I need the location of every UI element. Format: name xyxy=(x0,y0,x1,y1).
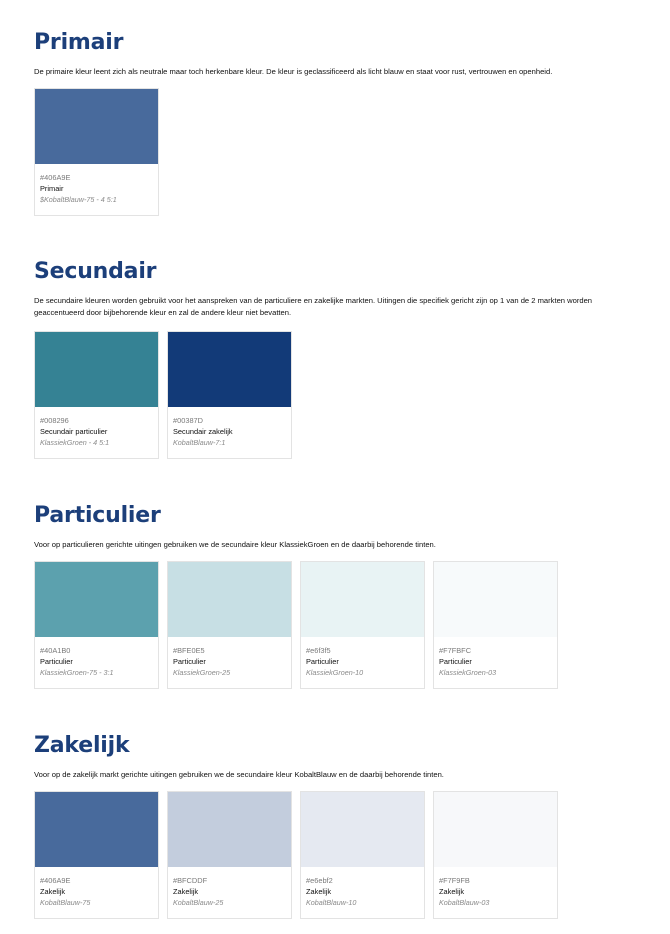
color-sample xyxy=(434,792,557,867)
swatch-hex: #008296 xyxy=(40,416,69,425)
swatch-card xyxy=(433,791,558,919)
section-description: Voor op de zakelijk markt gerichte uitingen gebruiken we de secundaire kleur KobaltBlauw en de daarbij behorende tinten. xyxy=(34,770,444,779)
swatch-row xyxy=(34,331,292,459)
swatch-info xyxy=(301,867,424,908)
swatch-token: KobaltBlauw-03 xyxy=(439,898,490,907)
swatch-info xyxy=(168,867,291,908)
color-sample xyxy=(168,332,291,407)
color-sample xyxy=(35,332,158,407)
swatch-name: Secundair zakelijk xyxy=(173,427,233,436)
color-sample xyxy=(301,562,424,637)
swatch-name: Zakelijk xyxy=(439,887,465,896)
swatch-info xyxy=(168,407,291,448)
swatch-card xyxy=(34,561,159,689)
color-sample xyxy=(168,792,291,867)
color-sample xyxy=(168,562,291,637)
swatch-hex: #00387D xyxy=(173,416,203,425)
swatch-name: Secundair particulier xyxy=(40,427,108,436)
swatch-name: Zakelijk xyxy=(40,887,66,896)
swatch-card xyxy=(34,791,159,919)
section-secundair xyxy=(34,259,644,447)
swatch-card xyxy=(34,88,159,216)
swatch-name: Particulier xyxy=(173,657,206,666)
swatch-token: KobaltBlauw-75 xyxy=(40,898,91,907)
section-title: Primair xyxy=(34,30,124,55)
color-sample xyxy=(35,562,158,637)
swatch-hex: #e6ebf2 xyxy=(306,876,333,885)
section-primair xyxy=(34,30,644,204)
swatch-info xyxy=(35,407,158,448)
section-zakelijk xyxy=(34,733,644,907)
swatch-name: Particulier xyxy=(306,657,339,666)
swatch-name: Particulier xyxy=(40,657,73,666)
swatch-hex: #BFCDDF xyxy=(173,876,208,885)
swatch-info xyxy=(168,637,291,678)
swatch-info xyxy=(434,637,557,678)
swatch-token: KlassiekGroen - 4 5:1 xyxy=(40,438,110,447)
swatch-name: Zakelijk xyxy=(306,887,332,896)
swatch-info xyxy=(434,867,557,908)
swatch-card xyxy=(167,561,292,689)
swatch-name: Zakelijk xyxy=(173,887,199,896)
swatch-hex: #e6f3f5 xyxy=(306,646,331,655)
swatch-card xyxy=(300,561,425,689)
swatch-token: KlassiekGroen-25 xyxy=(173,668,231,677)
swatch-card xyxy=(300,791,425,919)
swatch-card xyxy=(167,331,292,459)
swatch-hex: #F7FBFC xyxy=(439,646,472,655)
swatch-token: KobaltBlauw-25 xyxy=(173,898,224,907)
section-title: Particulier xyxy=(34,503,161,528)
swatch-token: KlassiekGroen-03 xyxy=(439,668,497,677)
swatch-info xyxy=(35,867,158,908)
swatch-info xyxy=(301,637,424,678)
color-sample xyxy=(301,792,424,867)
swatch-hex: #40A1B0 xyxy=(40,646,71,655)
swatch-name: Particulier xyxy=(439,657,472,666)
section-particulier xyxy=(34,503,644,677)
color-sample xyxy=(434,562,557,637)
swatch-info xyxy=(35,637,158,678)
section-description: Voor op particulieren gerichte uitingen gebruiken we de secundaire kleur KlassiekGroen en de daarbij behorende tinten. xyxy=(34,540,436,549)
swatch-card xyxy=(167,791,292,919)
swatch-card xyxy=(433,561,558,689)
color-sample xyxy=(35,792,158,867)
swatch-hex: #406A9E xyxy=(40,876,71,885)
section-title: Secundair xyxy=(34,259,157,284)
swatch-token: KobaltBlauw-10 xyxy=(306,898,357,907)
swatch-info xyxy=(35,164,158,205)
swatch-card xyxy=(34,331,159,459)
swatch-token: $KobaltBlauw-75 - 4 5:1 xyxy=(40,195,117,204)
section-title: Zakelijk xyxy=(34,733,130,758)
swatch-row xyxy=(34,88,159,216)
swatch-row xyxy=(34,561,558,689)
swatch-token: KlassiekGroen-75 - 3:1 xyxy=(40,668,114,677)
section-description: De primaire kleur leent zich als neutrale maar toch herkenbare kleur. De kleur is geclassificeerd als licht blauw en staat voor rust, vertrouwen en openheid. xyxy=(34,67,553,76)
swatch-row xyxy=(34,791,558,919)
swatch-token: KlassiekGroen-10 xyxy=(306,668,364,677)
swatch-hex: #BFE0E5 xyxy=(173,646,205,655)
swatch-name: Primair xyxy=(40,184,64,193)
swatch-token: KobaltBlauw-7:1 xyxy=(173,438,226,447)
section-description: De secundaire kleuren worden gebruikt voor het aanspreken van de particuliere en zakelijke markten. Uitingen die specifiek gericht zijn op 1 van de 2 markten worden geaccentueerd door bijbehorende kleur en zal de andere kleur niet bevatten. xyxy=(34,296,593,317)
color-sample xyxy=(35,89,158,164)
swatch-hex: #406A9E xyxy=(40,173,71,182)
swatch-hex: #F7F9FB xyxy=(439,876,470,885)
